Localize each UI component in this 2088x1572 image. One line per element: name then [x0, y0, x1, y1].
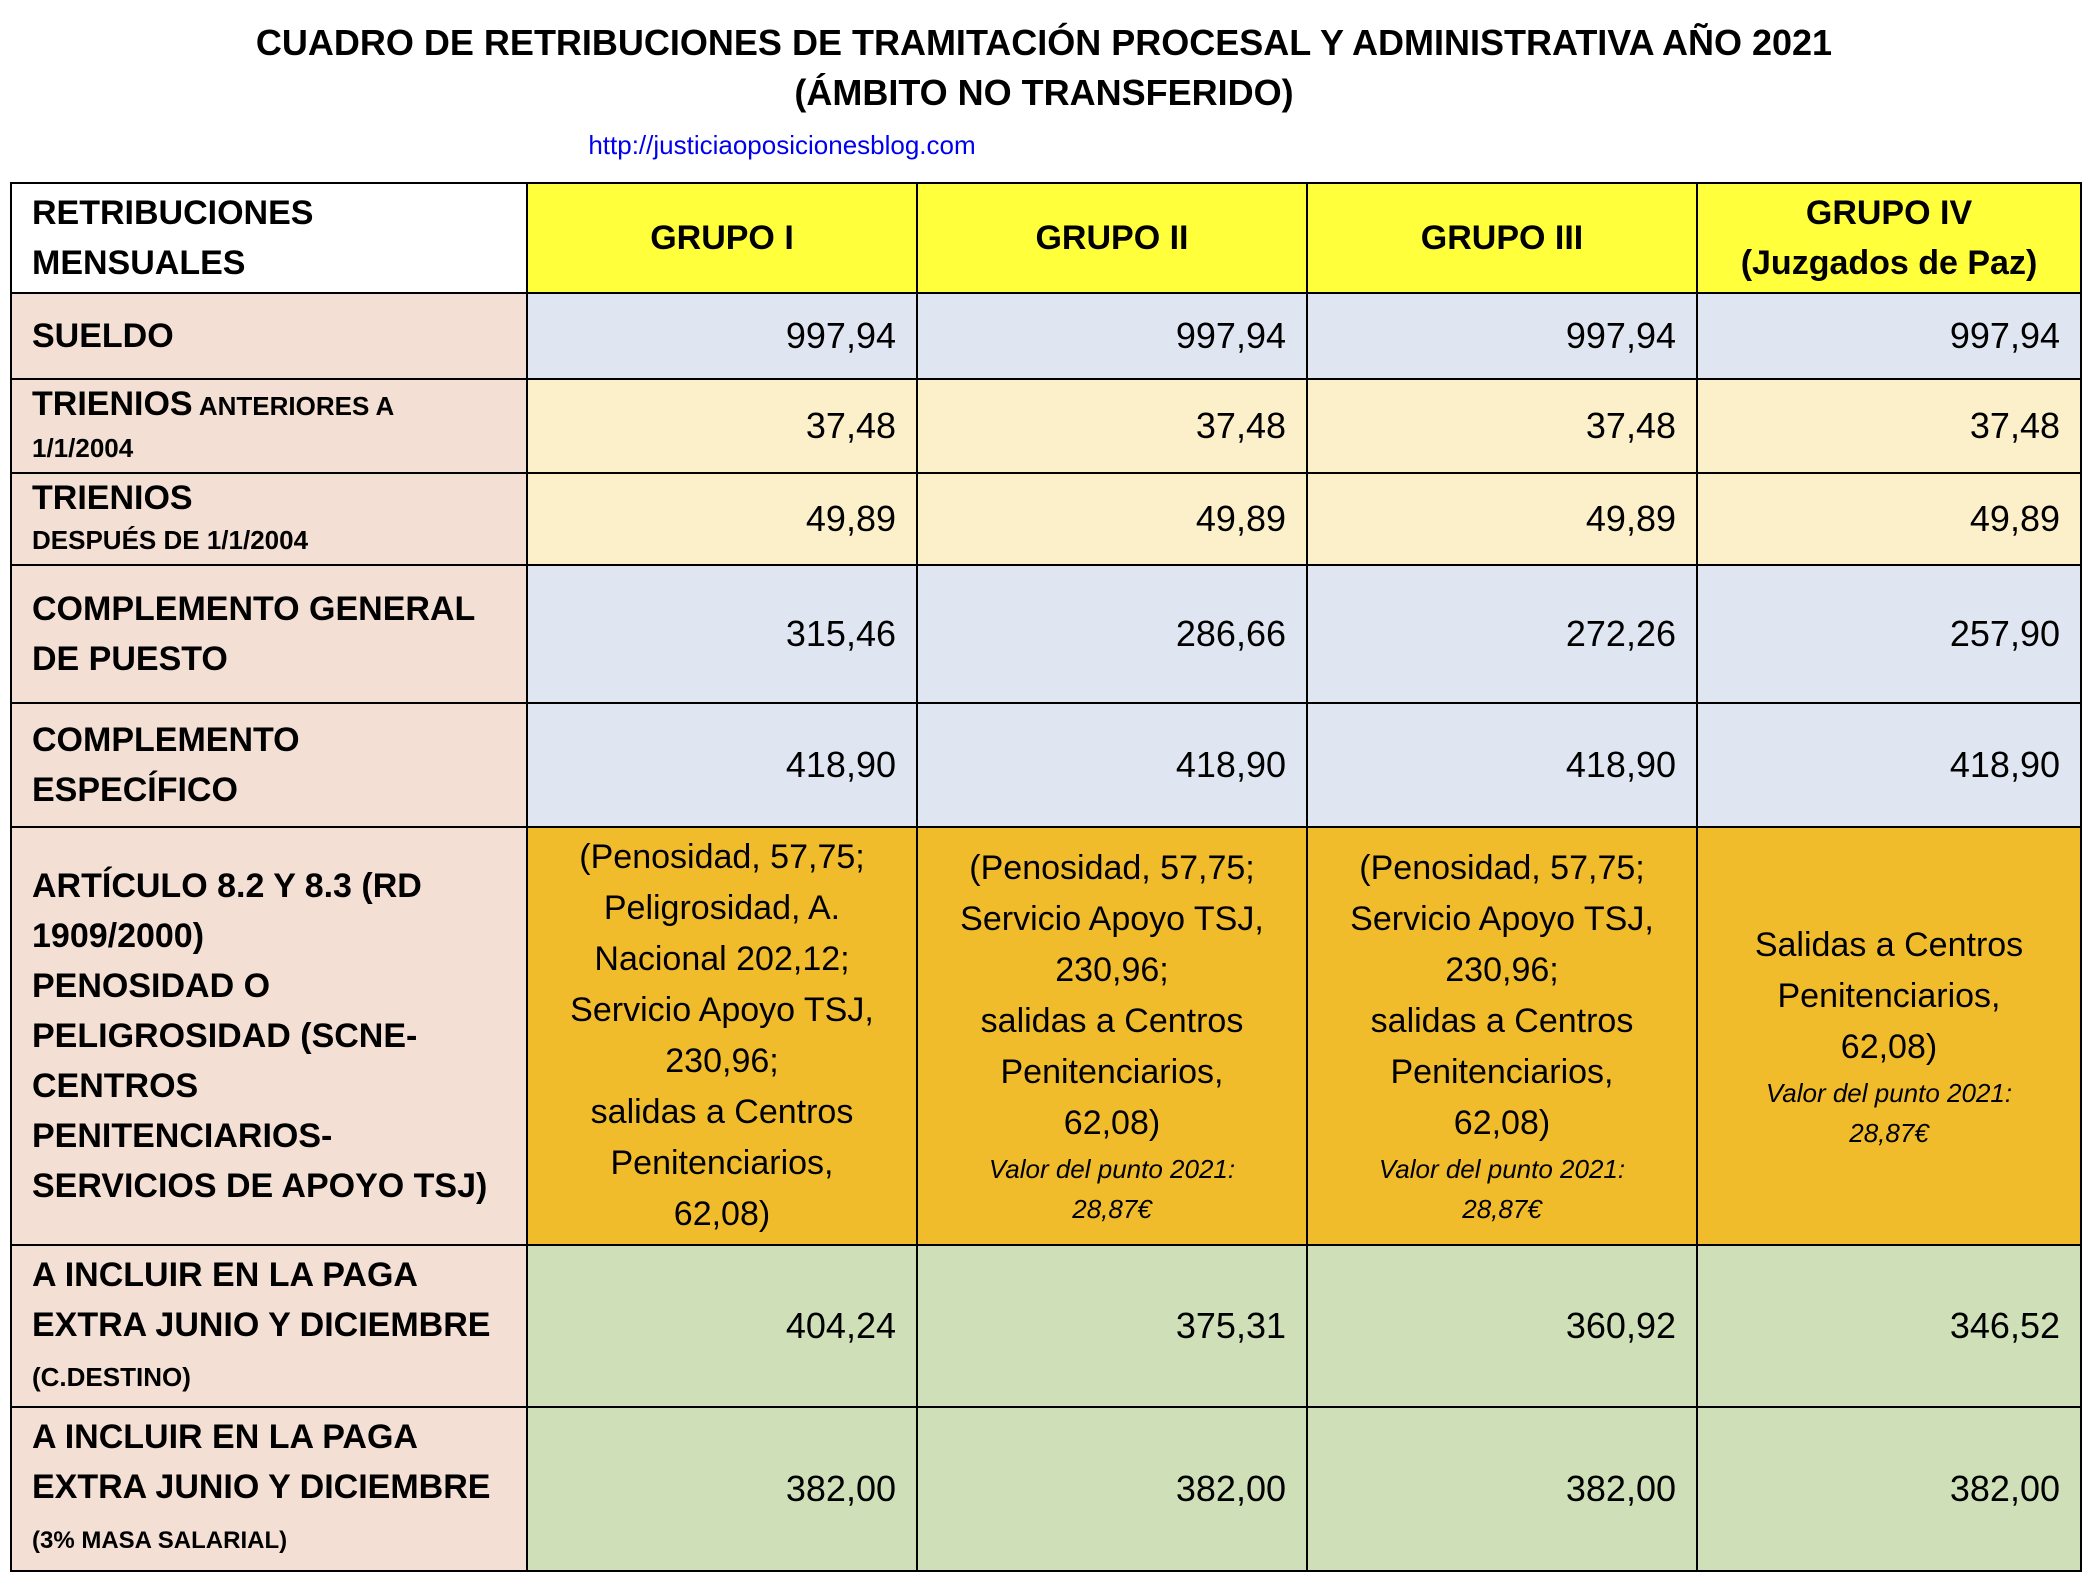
cell-line: Servicio Apoyo TSJ, [1350, 900, 1654, 938]
cell-line: salidas a Centros [590, 1093, 854, 1131]
row-label-line3: (C.DESTINO) [32, 1362, 191, 1392]
cell-value: 418,90 [1697, 703, 2081, 827]
cell-value: 418,90 [917, 703, 1307, 827]
row-label-line: ARTÍCULO 8.2 Y 8.3 (RD [32, 867, 422, 905]
title-line-1: CUADRO DE RETRIBUCIONES DE TRAMITACIÓN PROCESAL Y ADMINISTRATIVA AÑO 2021 [255, 22, 1833, 63]
row-label-main: TRIENIOS [32, 385, 193, 423]
salary-table [10, 182, 2082, 1572]
cell-value: 382,00 [1307, 1407, 1697, 1571]
cell-value: 37,48 [917, 379, 1307, 473]
row-label-line1: COMPLEMENTO GENERAL [32, 590, 476, 628]
cell-value: 49,89 [1697, 473, 2081, 565]
row-label [11, 1245, 527, 1407]
cell-line: Servicio Apoyo TSJ, [570, 991, 874, 1029]
cell-value: 997,94 [527, 293, 917, 379]
cell-value: 418,90 [1307, 703, 1697, 827]
cell-line: (Penosidad, 57,75; [1359, 849, 1645, 887]
cell-value: 315,46 [527, 565, 917, 703]
cell-line: (Penosidad, 57,75; [579, 838, 865, 876]
cell-articulo-grupo-2 [917, 827, 1307, 1245]
row-label-line: SERVICIOS DE APOYO TSJ) [32, 1167, 488, 1205]
cell-line: 62,08) [1063, 1104, 1161, 1142]
header-grupo-3: GRUPO III [1307, 183, 1697, 293]
note-line2: 28,87€ [1849, 1117, 1929, 1148]
row-label [11, 1407, 527, 1571]
cell-value: 360,92 [1307, 1245, 1697, 1407]
cell-value: 49,89 [1307, 473, 1697, 565]
cell-line: 62,08) [1840, 1027, 1938, 1066]
cell-value: 49,89 [917, 473, 1307, 565]
punto-note [938, 1149, 1286, 1229]
table-row-complemento-especifico [11, 703, 2081, 827]
note-line1: Valor del punto 2021: [1378, 1154, 1626, 1184]
row-label-rest: ANTERIORES A [192, 391, 395, 421]
row-label-line1: A INCLUIR EN LA PAGA [32, 1418, 418, 1456]
cell-value: 37,48 [527, 379, 917, 473]
row-label-line3: (3% MASA SALARIAL) [32, 1527, 288, 1554]
row-label-line1: COMPLEMENTO [32, 721, 300, 759]
row-label: SUELDO [11, 293, 527, 379]
row-label-line: PENOSIDAD O [32, 967, 271, 1005]
header-grupo-2: GRUPO II [917, 183, 1307, 293]
cell-value: 346,52 [1697, 1245, 2081, 1407]
row-label [11, 565, 527, 703]
header-grupo-4-title: GRUPO IV [1805, 194, 1973, 232]
table-row-trienios-despues [11, 473, 2081, 565]
cell-value: 382,00 [527, 1407, 917, 1571]
note-line2: 28,87€ [1462, 1194, 1542, 1224]
row-label-line2: DE PUESTO [32, 640, 228, 678]
row-label-line2: DESPUÉS DE 1/1/2004 [32, 525, 309, 555]
punto-note [1718, 1073, 2060, 1153]
cell-value: 418,90 [527, 703, 917, 827]
row-label [11, 827, 527, 1245]
row-label-line: PELIGROSIDAD (SCNE- [32, 1017, 418, 1055]
cell-articulo-grupo-1 [527, 827, 917, 1245]
cell-value: 37,48 [1697, 379, 2081, 473]
cell-line: (Penosidad, 57,75; [969, 849, 1255, 887]
cell-value: 404,24 [527, 1245, 917, 1407]
cell-articulo-grupo-3 [1307, 827, 1697, 1245]
cell-value: 257,90 [1697, 565, 2081, 703]
blog-link[interactable]: http://justiciaoposicionesblog.com [588, 130, 976, 160]
row-label-line: CENTROS [32, 1067, 199, 1105]
row-label [11, 379, 527, 473]
row-label-line2: EXTRA JUNIO Y DICIEMBRE [32, 1468, 491, 1506]
row-label-line: PENITENCIARIOS- [32, 1117, 333, 1155]
cell-line: 62,08) [1453, 1104, 1551, 1142]
header-row [11, 183, 2081, 293]
cell-line: Penitenciarios, [610, 1144, 834, 1182]
cell-line: Penitenciarios, [1390, 1053, 1614, 1091]
cell-value: 382,00 [1697, 1407, 2081, 1571]
table-row-trienios-anteriores [11, 379, 2081, 473]
row-label-main: TRIENIOS [32, 479, 193, 517]
table-row-sueldo [11, 293, 2081, 379]
table-row-complemento-general [11, 565, 2081, 703]
cell-value: 49,89 [527, 473, 917, 565]
row-label-line2: 1/1/2004 [32, 433, 134, 463]
page-title [0, 18, 2088, 118]
cell-value: 272,26 [1307, 565, 1697, 703]
header-grupo-4 [1697, 183, 2081, 293]
cell-line: Peligrosidad, A. [603, 889, 841, 927]
row-label-line1: A INCLUIR EN LA PAGA [32, 1256, 418, 1294]
cell-value: 382,00 [917, 1407, 1307, 1571]
cell-articulo-grupo-4 [1697, 827, 2081, 1245]
cell-line: salidas a Centros [1370, 1002, 1634, 1040]
cell-line: Penitenciarios, [1777, 976, 2001, 1015]
cell-line: Salidas a Centros [1754, 925, 2024, 964]
cell-line: Servicio Apoyo TSJ, [960, 900, 1264, 938]
header-label-line1: RETRIBUCIONES [32, 194, 314, 232]
table-row-paga-destino [11, 1245, 2081, 1407]
row-label-line2: EXTRA JUNIO Y DICIEMBRE [32, 1306, 491, 1344]
cell-line: Penitenciarios, [1000, 1053, 1224, 1091]
header-grupo-1: GRUPO I [527, 183, 917, 293]
cell-line: 230,96; [665, 1042, 779, 1080]
cell-line: salidas a Centros [980, 1002, 1244, 1040]
cell-line: 62,08) [673, 1195, 771, 1233]
note-line1: Valor del punto 2021: [1765, 1077, 2013, 1108]
cell-line: 230,96; [1055, 951, 1169, 989]
header-grupo-4-sub: (Juzgados de Paz) [1740, 244, 2038, 282]
cell-line: Nacional 202,12; [594, 940, 850, 978]
header-label-line2: MENSUALES [32, 244, 246, 282]
row-label [11, 703, 527, 827]
row-label-line: 1909/2000) [32, 917, 205, 955]
row-label-line2: ESPECÍFICO [32, 771, 238, 809]
header-row-label [11, 183, 527, 293]
note-line2: 28,87€ [1072, 1194, 1152, 1224]
title-line-2: (ÁMBITO NO TRANSFERIDO) [794, 72, 1294, 113]
cell-value: 375,31 [917, 1245, 1307, 1407]
cell-value: 997,94 [1307, 293, 1697, 379]
cell-value: 37,48 [1307, 379, 1697, 473]
cell-value: 997,94 [917, 293, 1307, 379]
table-row-paga-masa-salarial [11, 1407, 2081, 1571]
cell-line: 230,96; [1445, 951, 1559, 989]
note-line1: Valor del punto 2021: [988, 1154, 1236, 1184]
row-label [11, 473, 527, 565]
cell-value: 286,66 [917, 565, 1307, 703]
punto-note [1328, 1149, 1676, 1229]
cell-value: 997,94 [1697, 293, 2081, 379]
table-row-articulo-8 [11, 827, 2081, 1245]
